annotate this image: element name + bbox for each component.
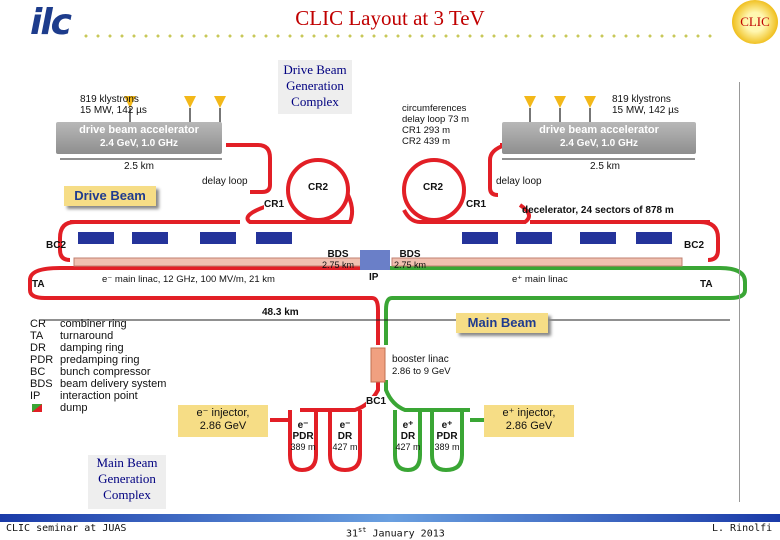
left-cr1-label: CR1 [264,199,285,210]
booster-linac [371,348,385,382]
left-length-label: 2.5 km [124,161,155,172]
legend-text: predamping ring [60,354,140,366]
footer-right: L. Rinolfi [712,523,773,534]
legend-text: damping ring [60,342,124,354]
drive-beam-generation-callout: Drive Beam Generation Complex [278,60,352,114]
left-drive-beam-accelerator [56,122,222,154]
circumferences-label [402,103,469,147]
ring-positron-dr-circ: 427 m [395,442,421,452]
legend-text: turnaround [60,330,114,342]
legend-text: dump [60,402,88,414]
right-bds-label [394,250,426,270]
ring-positron-pdr-circ: 389 m [434,442,460,452]
right-bc2-label: BC2 [684,240,705,251]
ip-block [360,250,390,270]
legend-text: beam delivery system [60,378,167,390]
circumferences-cr2: CR2 439 m [402,136,451,147]
ring-positron-pdr [430,420,464,453]
legend-row [30,366,166,378]
left-ta-label: TA [32,279,45,290]
legend-abbr: TA [30,330,44,342]
klystron-feeds [130,108,590,123]
legend-abbr: BC [30,366,46,378]
right-cr1-label: CR1 [466,199,487,210]
legend-row [30,402,166,414]
ring-electron-dr [328,420,362,453]
ring-positron-pdr-particle: e⁺ [441,420,453,431]
left-bds-name: BDS [327,249,349,260]
ring-positron-dr-name: DR [400,431,416,442]
right-cr2-label: CR2 [423,182,444,193]
legend-text: interaction point [60,390,138,402]
main-beam-label: Main Beam [456,313,548,333]
circumferences-title: circumferences [402,103,467,114]
ring-electron-dr-particle: e⁻ [339,420,351,431]
positron-injector-energy: 2.86 GeV [505,420,553,432]
ring-positron-dr-particle: e⁺ [402,420,414,431]
decelerator-modules [78,232,672,244]
positron-injector-box [484,405,574,437]
legend [30,318,166,414]
ring-electron-dr-circ: 427 m [332,442,358,452]
main-beam-generation-callout: Main Beam Generation Complex [88,455,166,509]
ring-electron-pdr-name: PDR [292,431,314,442]
positron-linac-label: e⁺ main linac [512,274,568,285]
drive-beam-label: Drive Beam [64,186,156,206]
footer-date-suffix: st [358,526,367,534]
legend-row [30,330,166,342]
ring-electron-pdr-circ: 389 m [290,442,316,452]
clic-logo-text: CLIC [740,14,770,29]
ring-electron-pdr [286,420,320,453]
footer-bar [0,514,780,522]
left-cr2-label: CR2 [308,182,329,193]
right-length-label: 2.5 km [590,161,621,172]
right-klystron-power: 15 MW, 142 µs [612,105,679,116]
klystron-icons [124,96,596,108]
left-bds-label [322,250,354,270]
legend-row [30,354,166,366]
circumferences-cr1: CR1 293 m [402,125,451,136]
right-bds-length: 2.75 km [394,260,427,270]
positron-injector-name: e⁺ injector, [502,407,556,419]
right-ta-label: TA [700,279,713,290]
right-border-rule [739,82,740,502]
booster-linac-name: booster linac [392,354,449,365]
footer-date-rest: January 2013 [366,528,445,540]
legend-abbr: PDR [30,354,54,366]
left-accelerator-name: drive beam accelerator [79,124,199,136]
left-accelerator-spec: 2.4 GeV, 1.0 GHz [99,138,178,149]
left-klystron-power: 15 MW, 142 µs [80,105,147,116]
legend-abbr: DR [30,342,46,354]
legend-row [30,378,166,390]
right-klystrons-label [612,94,679,116]
legend-row [30,390,166,402]
footer-left: CLIC seminar at JUAS [6,523,127,534]
left-delay-loop-label: delay loop [202,176,248,187]
electron-linac-pipe [74,258,364,266]
ring-electron-dr-name: DR [337,431,353,442]
ip-label: IP [369,272,379,283]
footer-date [346,526,445,539]
electron-injector-energy: 2.86 GeV [199,420,247,432]
decelerator-label: decelerator, 24 sectors of 878 m [522,205,674,216]
legend-row [30,318,166,330]
legend-row [30,342,166,354]
right-bds-name: BDS [399,249,421,260]
ring-electron-pdr-particle: e⁻ [297,420,309,431]
positron-linac-pipe [392,258,682,266]
right-accelerator-spec: 2.4 GeV, 1.0 GHz [559,138,638,149]
bc1-label: BC1 [366,396,387,407]
electron-injector-name: e⁻ injector, [196,407,250,419]
right-delay-loop-label: delay loop [496,176,542,187]
legend-text: bunch compressor [60,366,151,378]
legend-abbr: BDS [30,378,53,390]
electron-injector-box [178,405,268,437]
left-klystron-count: 819 klystrons [80,94,139,105]
left-klystrons-label [80,94,147,116]
legend-text: combiner ring [60,318,127,330]
electron-linac-label: e⁻ main linac, 12 GHz, 100 MV/m, 21 km [102,274,275,285]
ilc-logo-text: ilc [30,2,71,43]
ring-positron-pdr-name: PDR [436,431,458,442]
right-klystron-count: 819 klystrons [612,94,671,105]
circumferences-delay: delay loop 73 m [402,114,470,125]
total-length-label: 48.3 km [262,307,299,318]
booster-linac-label [392,354,451,378]
legend-abbr: IP [30,390,41,402]
ring-positron-dr [391,420,425,453]
footer-date-day: 31 [346,528,359,540]
left-bds-length: 2.75 km [322,260,355,270]
legend-abbr: CR [30,318,46,330]
right-accelerator-name: drive beam accelerator [539,124,659,136]
booster-linac-spec: 2.86 to 9 GeV [392,366,451,377]
page-title: CLIC Layout at 3 TeV [295,6,485,30]
left-bc2-label: BC2 [46,240,67,251]
right-drive-beam-accelerator [502,122,696,154]
